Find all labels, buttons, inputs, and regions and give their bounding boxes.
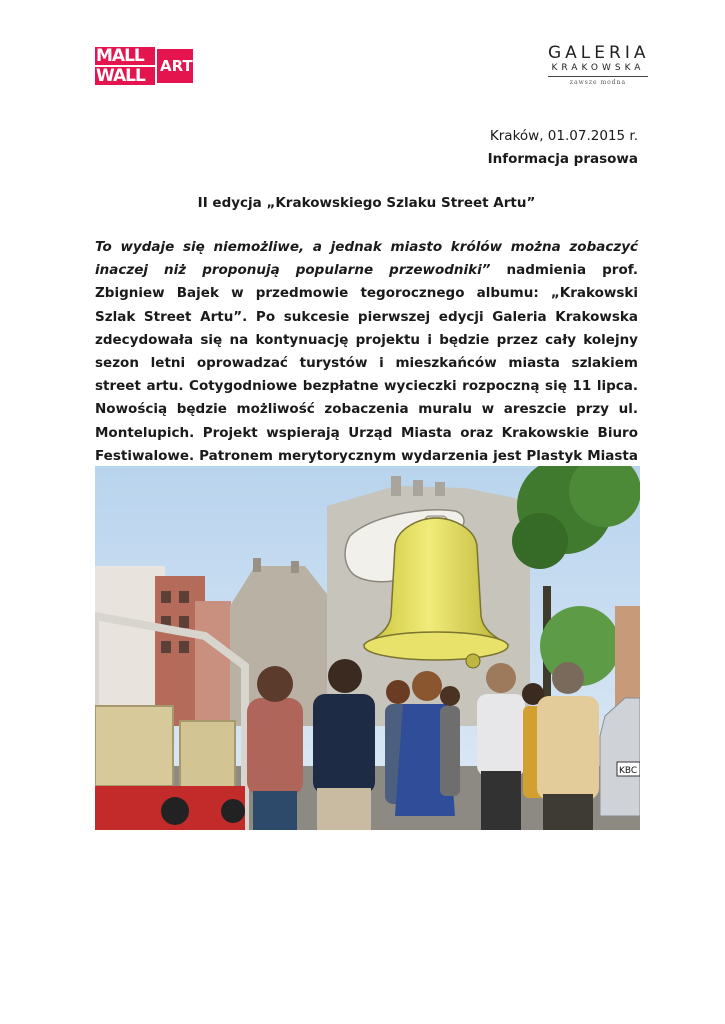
document-subtitle: Informacja prasowa (487, 151, 638, 167)
logo-mall-block (95, 47, 155, 65)
mural-photo-illustration (95, 466, 640, 830)
mall-wall-art-logo (95, 47, 195, 85)
logo-galeria-text: GALERIA (548, 43, 650, 63)
logo-wall-block (95, 67, 155, 85)
body-quote: To wydaje się niemożliwe, a jednak miasto królów można zobaczyć inaczej niż proponują popularne przewodniki” (95, 239, 638, 279)
body-paragraph (95, 236, 638, 491)
logo-tagline: zawsze modna (569, 79, 627, 86)
mural-photo (95, 466, 640, 830)
document-date: Kraków, 01.07.2015 r. (489, 128, 638, 144)
logo-art-text: ART (160, 57, 193, 75)
body-text: nadmienia prof. Zbigniew Bajek w przedmowie tegorocznego albumu: „Krakowski Szlak Street Artu”. Po sukcesie pierwszej edycji Galeria Krakowska zdecydowała się na kontynuację projektu i będzie przez cały kolejny sezon letni oprowadzać turystów i mieszkańców miasta szlakiem street artu. Cotygodniowe bezpłatne wycieczki rozpoczną się 11 lipca. Nowością będzie możliwość zobaczenia muralu w areszcie przy ul. Montelupich. Projekt wspierają Urząd Miasta oraz Krakowskie Biuro Festiwalowe. Patronem merytorycznym wydarzenia jest Plastyk Miasta (95, 262, 638, 464)
logo-krakowska-text: KRAKOWSKA (548, 62, 648, 77)
document-title: II edycja „Krakowskiego Szlaku Street Artu” (197, 195, 536, 211)
galeria-krakowska-logo (548, 44, 648, 94)
logo-art-block (157, 49, 193, 83)
license-plate-text: KBC (619, 766, 638, 776)
logo-wall-text: WALL (96, 66, 145, 86)
logo-mall-text: MALL (96, 46, 144, 66)
